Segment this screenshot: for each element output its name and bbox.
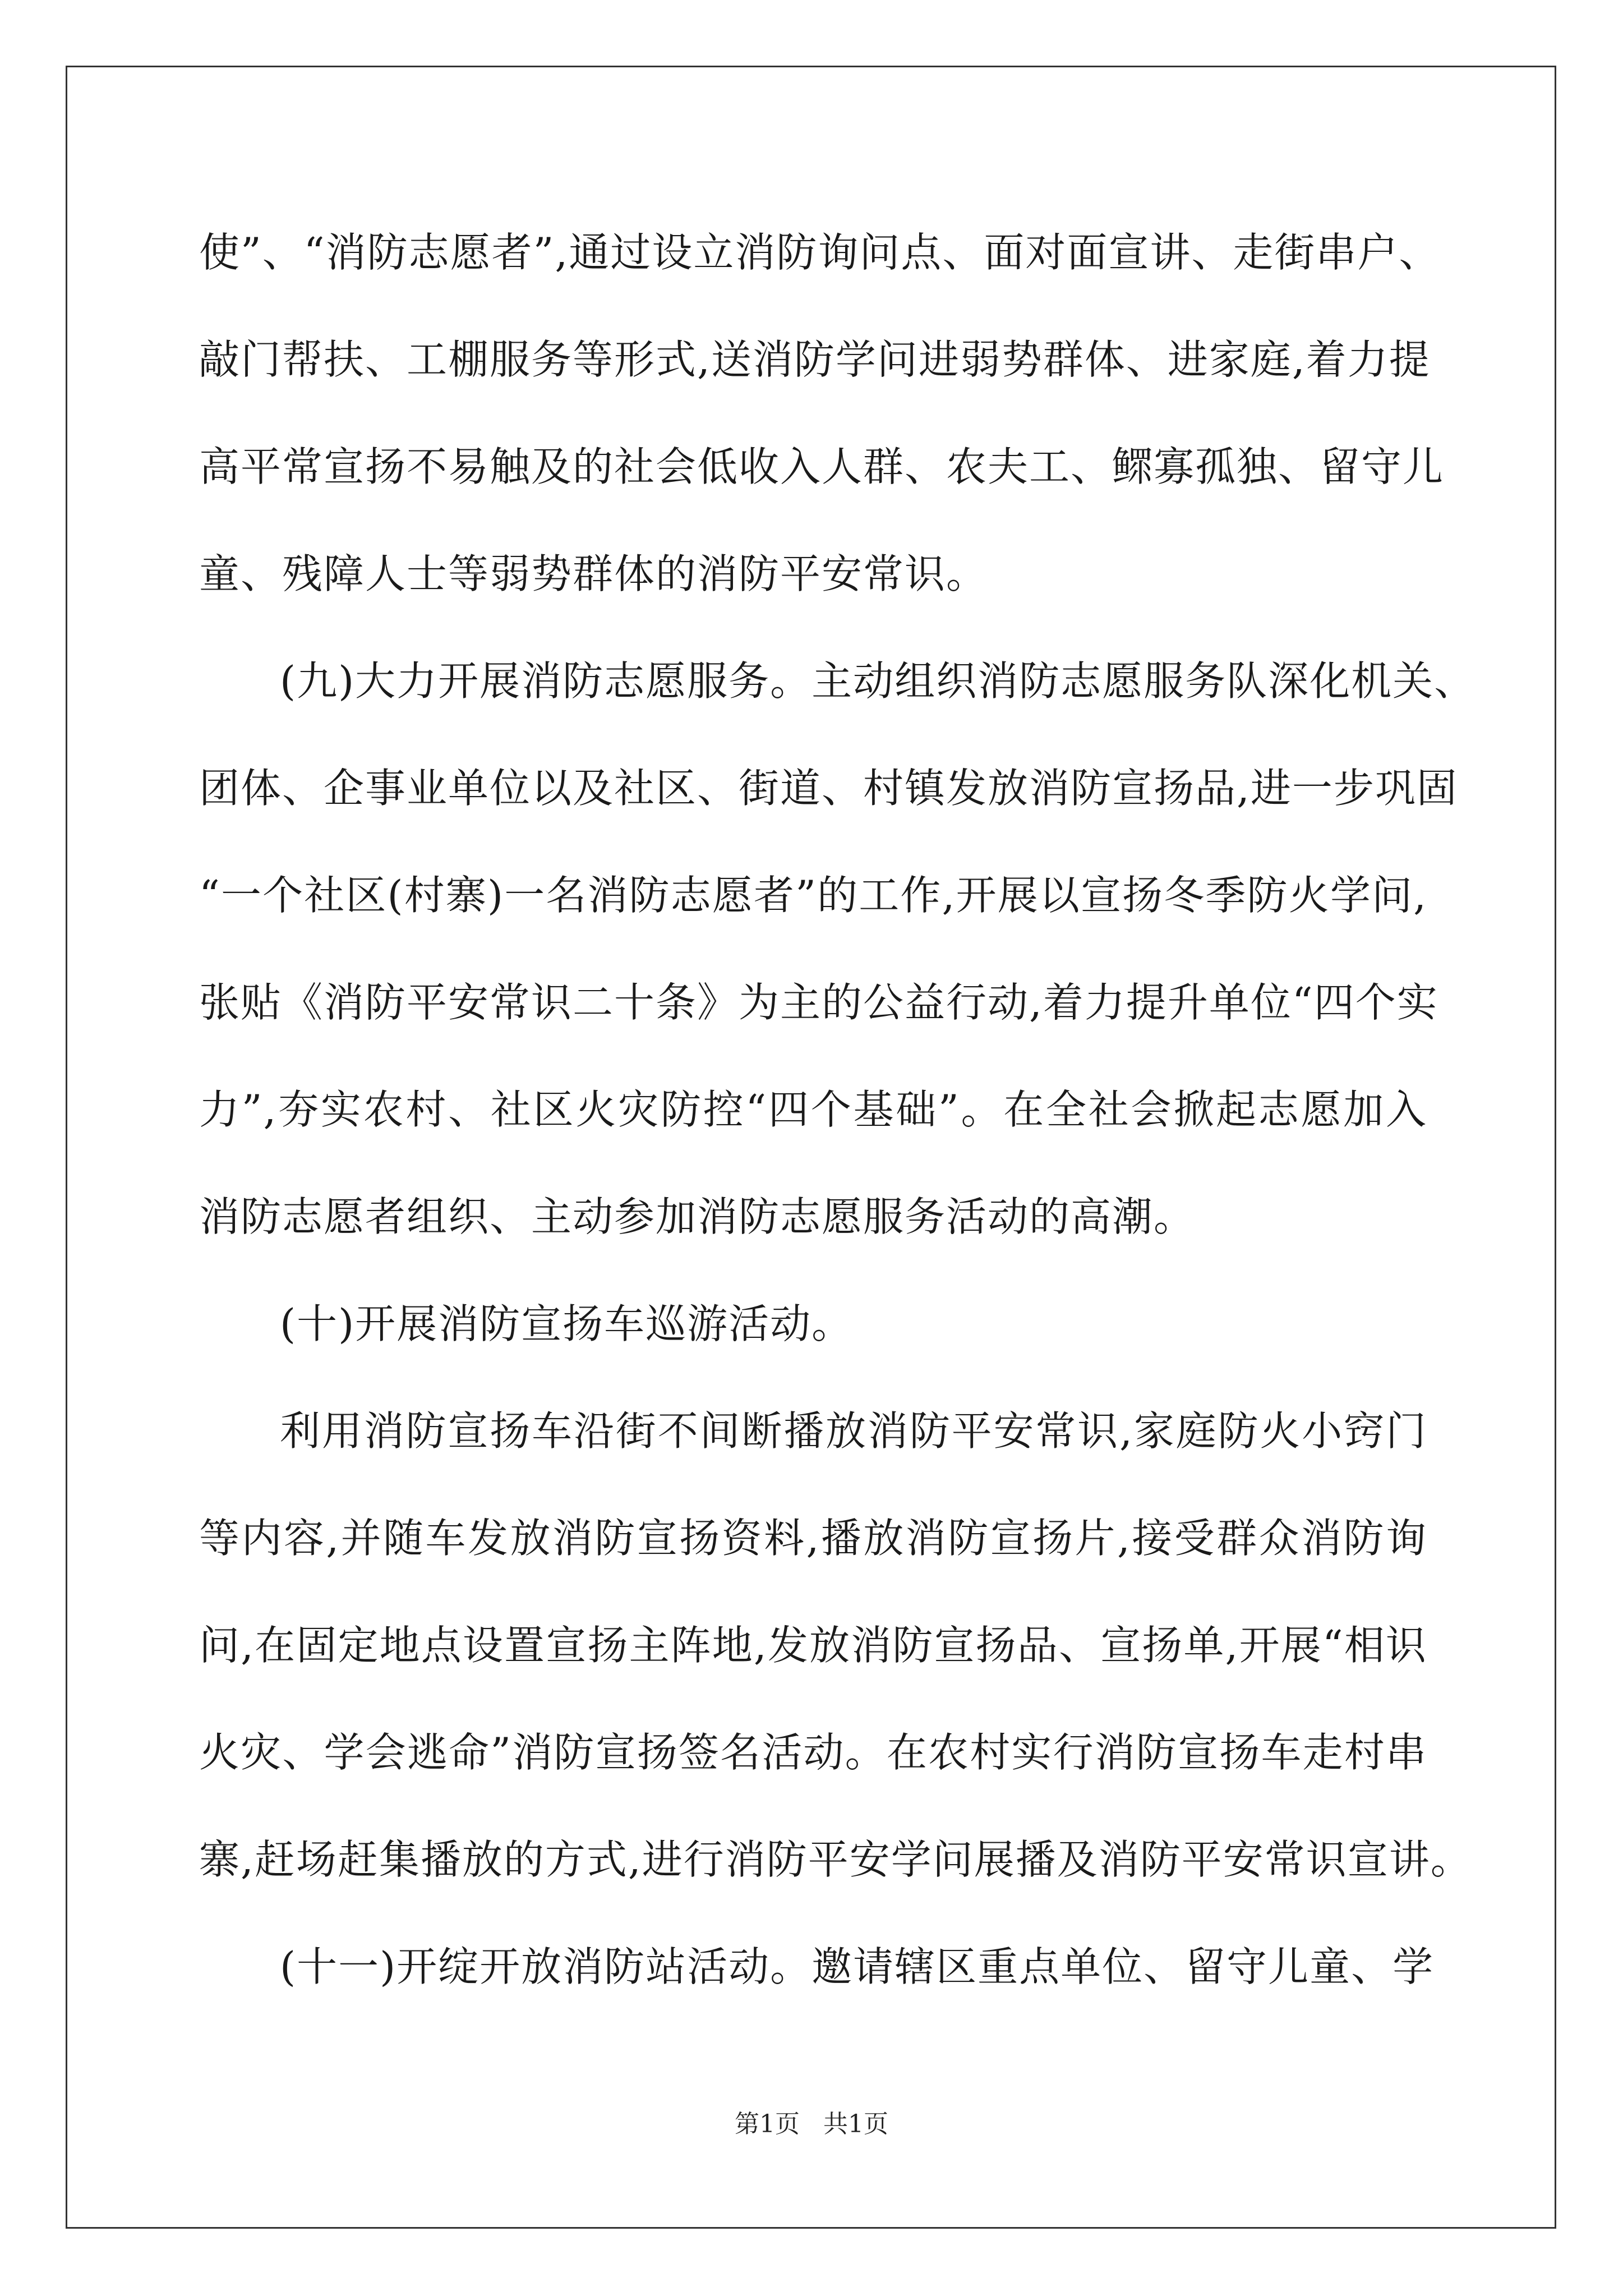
text-line: 敲门帮扶、工棚服务等形式,送消防学问进弱势群体、进家庭,着力提	[199, 336, 1431, 383]
page-number-current: 第1页	[735, 2110, 800, 2138]
text-line: 问,在固定地点设置宣扬主阵地,发放消防宣扬品、宣扬单,开展“相识	[199, 1622, 1427, 1669]
text-line: 利用消防宣扬车沿街不间断播放消防平安常识,家庭防火小窍门	[280, 1407, 1427, 1455]
text-line: “一个社区(村寨)一名消防志愿者”的工作,开展以宣扬冬季防火学问,	[199, 872, 1427, 919]
text-line: 童、残障人士等弱势群体的消防平安常识。	[199, 550, 988, 597]
text-line: (九)大力开展消防志愿服务。主动组织消防志愿服务队深化机关、	[280, 657, 1476, 705]
page-number-total: 共1页	[823, 2110, 888, 2138]
page-footer	[0, 2104, 1623, 2139]
text-line: 火灾、学会逃命”消防宣扬签名活动。在农村实行消防宣扬车走村串	[199, 1729, 1427, 1776]
text-line: 张贴《消防平安常识二十条》为主的公益行动,着力提升单位“四个实	[199, 979, 1438, 1026]
text-line: 消防志愿者组织、主动参加消防志愿服务活动的高潮。	[199, 1193, 1196, 1240]
text-line: 高平常宣扬不易触及的社会低收入人群、农夫工、鳏寡孤独、留守儿	[199, 443, 1445, 490]
text-line: 等内容,并随车发放消防宣扬资料,播放消防宣扬片,接受群众消防询	[199, 1515, 1427, 1562]
text-line: 使”、“消防志愿者”,通过设立消防询问点、面对面宣讲、走街串户、	[199, 229, 1441, 276]
document-body	[199, 199, 1476, 2021]
text-line: (十一)开绽开放消防站活动。邀请辖区重点单位、留守儿童、学	[280, 1943, 1435, 1990]
text-line: 力”,夯实农村、社区火灾防控“四个基础”。在全社会掀起志愿加入	[199, 1086, 1427, 1133]
text-line: (十)开展消防宣扬车巡游活动。	[280, 1300, 854, 1347]
text-line: 寨,赶场赶集播放的方式,进行消防平安学问展播及消防平安常识宣讲。	[199, 1836, 1472, 1883]
text-line: 团体、企事业单位以及社区、街道、村镇发放消防宣扬品,进一步巩固	[199, 765, 1458, 812]
